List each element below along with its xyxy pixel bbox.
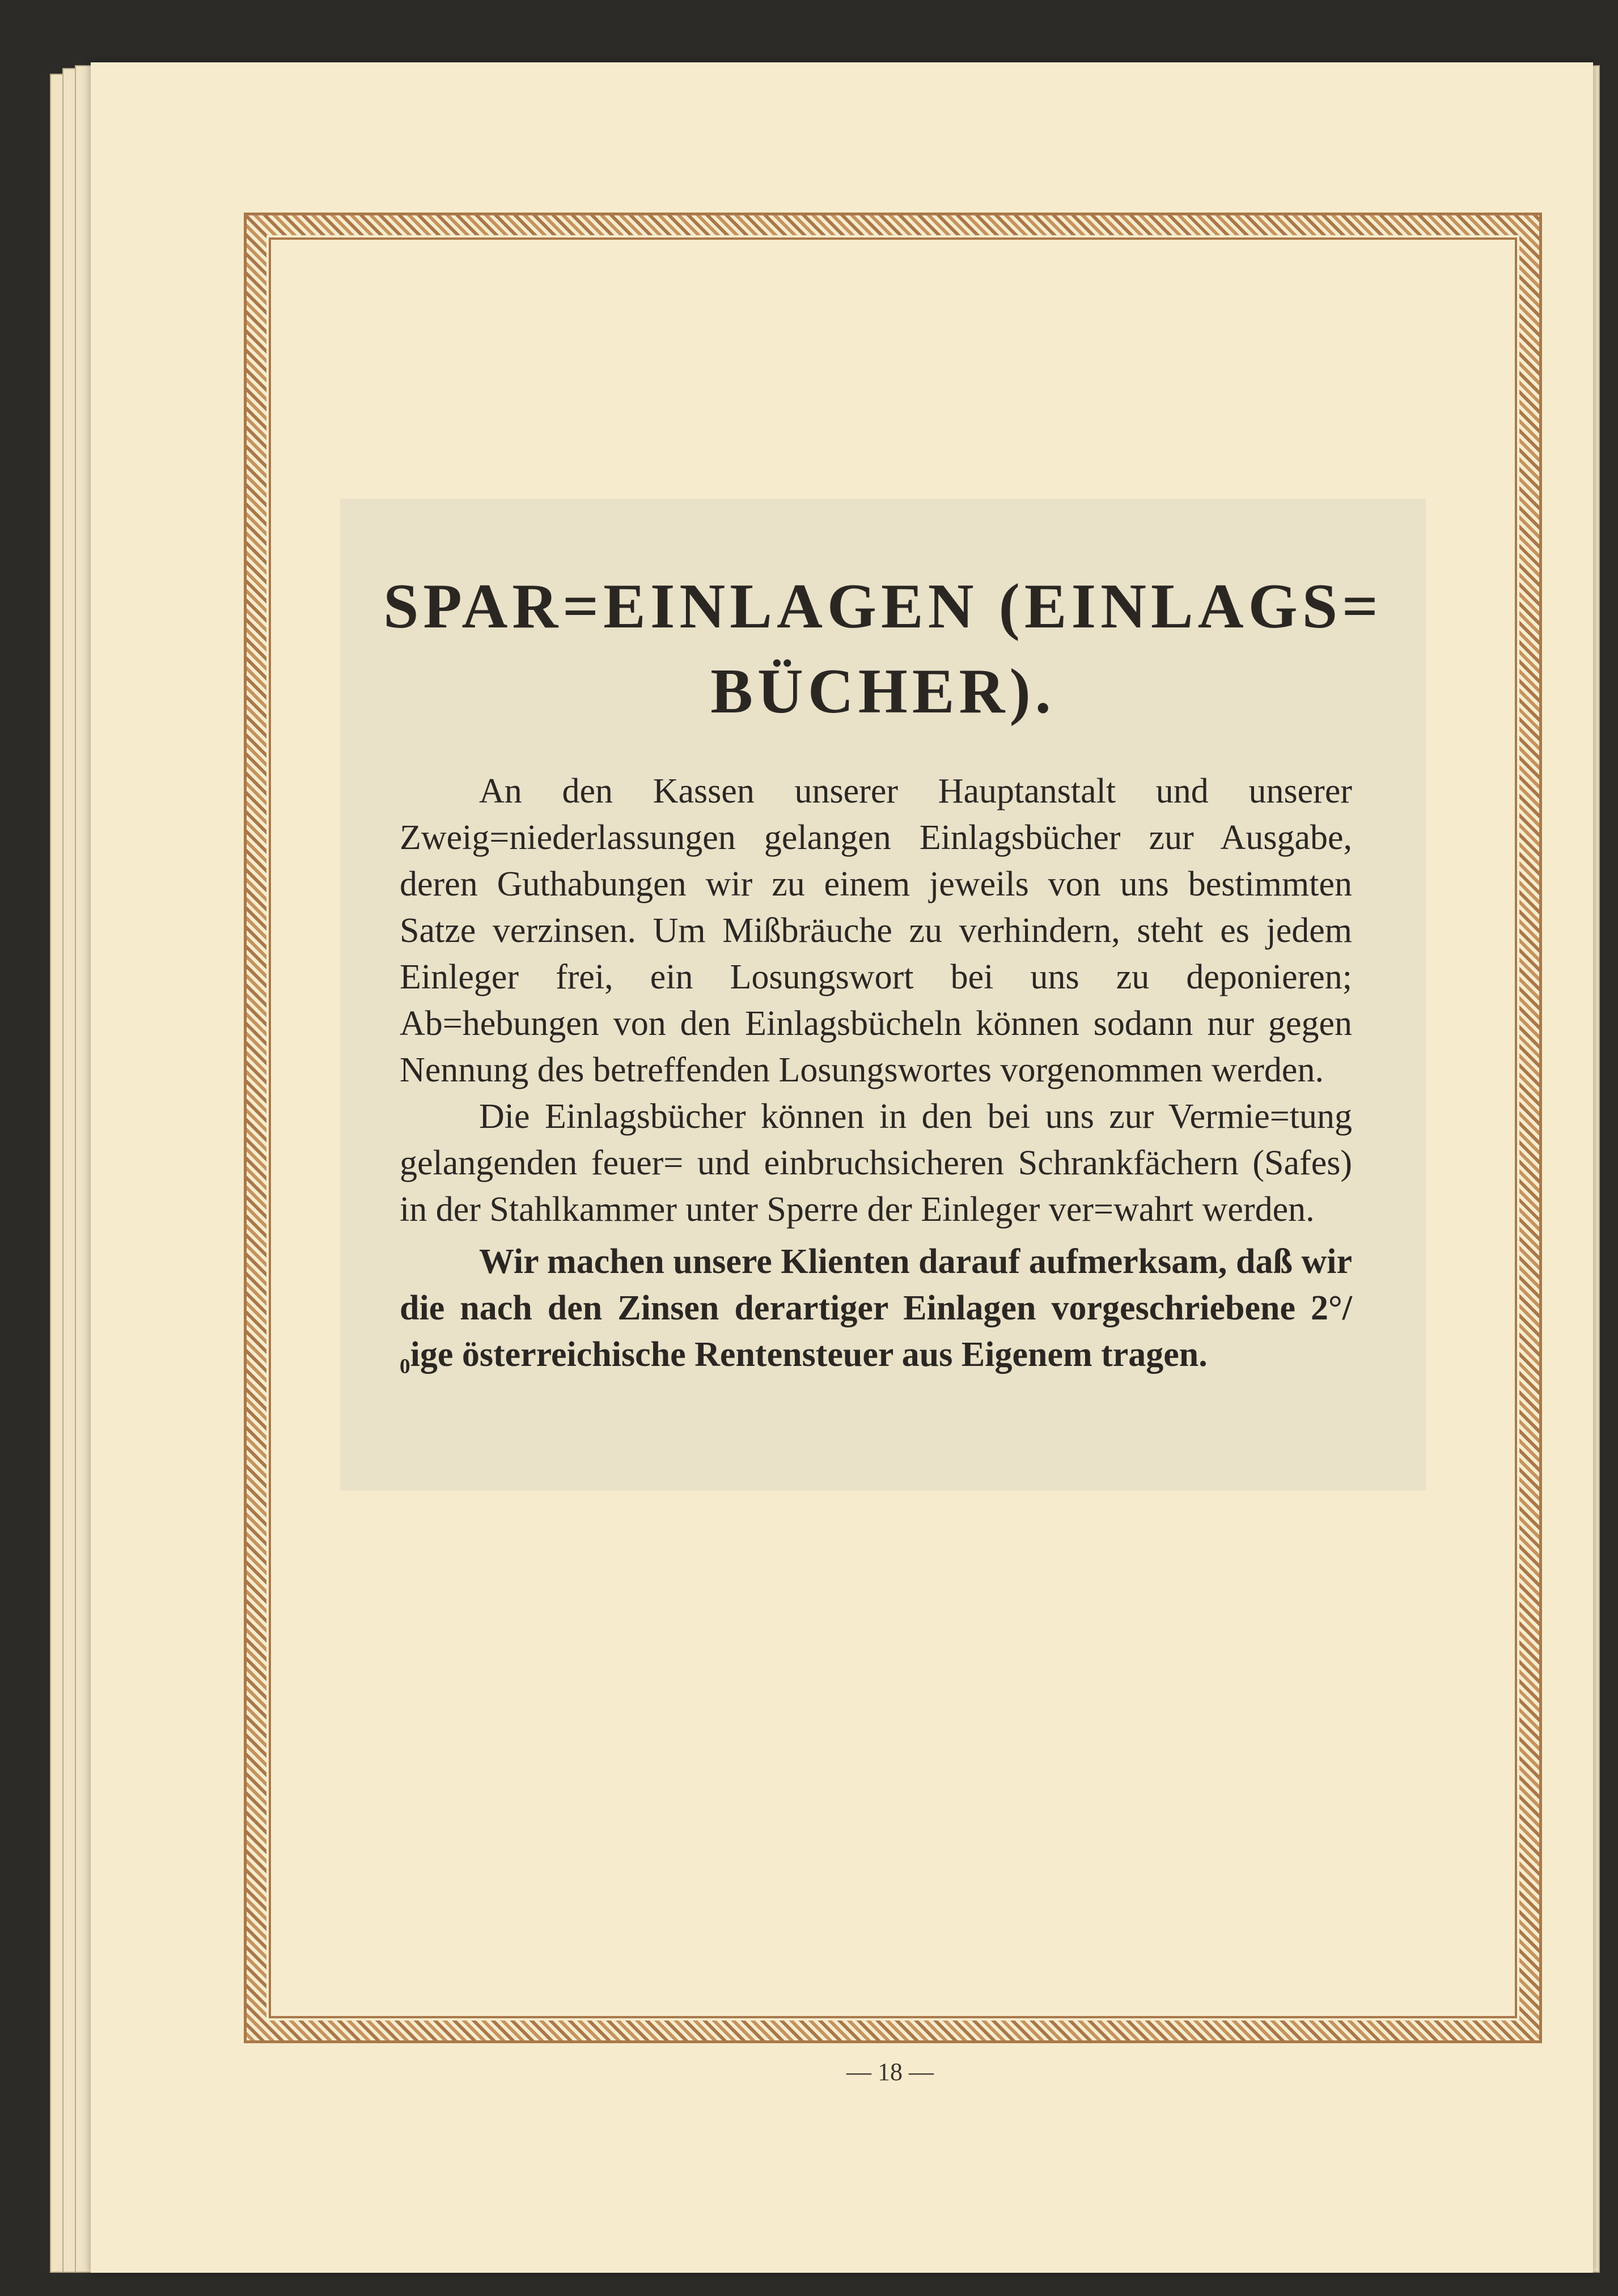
title-line-2: BÜCHER). [710,656,1056,727]
paragraph-3-bold: Wir machen unsere Klienten darauf aufmerksam, daß wir die nach den Zinsen derartiger Einlagen vorgeschriebene 2°/₀ige österreichische Rentensteuer aus Eigenem tragen. [400,1242,1352,1374]
page-title [340,564,1426,734]
page-number: — 18 — [846,2058,934,2086]
title-line-1: SPAR=EINLAGEN (EINLAGS= [383,571,1383,642]
paragraph-1: An den Kassen unserer Hauptanstalt und unserer Zweig=niederlassungen gelangen Einlagsbücher zur Ausgabe, deren Guthabungen wir zu einem jeweils von uns bestimmten Satze verzinsen. Um Mißbräuche zu verhindern, steht es jedem Einleger frei, ein Losungswort bei uns zu deponieren; Ab=hebungen von den Einlagsbücheln können sodann nur gegen Nennung des betreffenden Losungswortes vorgenommen werden. [400,772,1352,1089]
paragraph-2: Die Einlagsbücher können in den bei uns zur Vermie=tung gelangenden feuer= und einbruchsicheren Schrankfächern (Safes) in der Stahlkammer unter Sperre der Einleger ver=wahrt werden. [400,1097,1352,1229]
body-text [400,768,1352,1378]
